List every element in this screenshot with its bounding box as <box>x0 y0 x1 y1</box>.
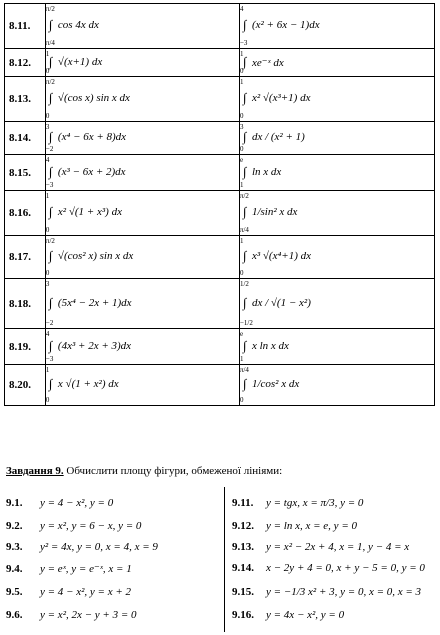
column-divider <box>224 487 225 632</box>
integral-row <box>5 122 435 155</box>
area-problem <box>6 586 131 598</box>
problem-number: 9.14. <box>232 562 254 574</box>
integrand: (x³ − 6x + 2)dx <box>57 165 126 178</box>
integral-cell <box>239 236 434 279</box>
area-problem <box>6 497 113 509</box>
integral-cell <box>45 122 239 155</box>
lower-limit: −3 <box>45 355 54 363</box>
problem-number: 9.1. <box>6 497 23 509</box>
upper-limit: e <box>239 156 244 164</box>
lower-limit: −3 <box>239 39 248 47</box>
lower-limit: 0 <box>239 145 244 153</box>
area-problem <box>232 497 363 509</box>
integral-sign: ∫ <box>242 53 247 69</box>
problem-number: 8.14. <box>5 122 46 155</box>
integral-cell <box>239 4 434 49</box>
problem-number: 8.17. <box>5 236 46 279</box>
integral-row <box>5 329 435 365</box>
problem-equations: x − 2y + 4 = 0, x + y − 5 = 0, y = 0 <box>266 562 425 574</box>
integral-sign: ∫ <box>48 17 53 32</box>
integrand: √(x+1) dx <box>57 55 103 68</box>
lower-limit: 0 <box>45 396 50 404</box>
integrand: dx / √(1 − x²) <box>251 296 311 309</box>
integrand: 1/sin² x dx <box>251 206 298 218</box>
area-problem <box>232 586 421 598</box>
integral-cell <box>45 155 239 191</box>
integrand: x √(1 + x²) dx <box>57 378 119 390</box>
problem-number: 8.18. <box>5 279 46 329</box>
integral-cell <box>45 77 239 122</box>
problem-equations: y = x² − 2x + 4, x = 1, y − 4 = x <box>266 541 410 553</box>
lower-limit: 0 <box>239 269 244 277</box>
lower-limit: 0 <box>239 67 244 75</box>
integrand: (5x⁴ − 2x + 1)dx <box>57 296 132 309</box>
integrand: x² √(x³+1) dx <box>251 92 311 104</box>
problem-number: 8.20. <box>5 365 46 406</box>
integral-sign: ∫ <box>242 204 247 219</box>
integral-row <box>5 49 435 77</box>
integral-cell <box>45 4 239 49</box>
lower-limit: 0 <box>45 112 50 120</box>
problem-equations: y = −1/3 x² + 3, y = 0, x = 0, x = 3 <box>266 586 422 598</box>
integral-sign: ∫ <box>48 204 53 219</box>
problem-number: 8.16. <box>5 191 46 236</box>
integral-sign: ∫ <box>242 337 247 353</box>
upper-limit: 1/2 <box>239 280 249 288</box>
integral-sign: ∫ <box>242 17 247 32</box>
problem-equations: y = ln x, x = e, y = 0 <box>266 520 357 532</box>
problem-number: 9.3. <box>6 541 23 553</box>
area-problem <box>6 541 158 553</box>
upper-limit: 3 <box>45 123 50 131</box>
integral-sign: ∫ <box>242 376 247 391</box>
integral-cell <box>45 279 239 329</box>
integral-sign: ∫ <box>48 129 53 144</box>
upper-limit: π/2 <box>45 5 55 13</box>
integral-row <box>5 191 435 236</box>
integrand: √(cos x) sin x dx <box>57 92 130 104</box>
integrand: √(cos² x) sin x dx <box>57 250 134 262</box>
integral-sign: ∫ <box>242 90 247 105</box>
upper-limit: π/2 <box>45 237 55 245</box>
integral-sign: ∫ <box>242 248 247 263</box>
problem-number: 9.2. <box>6 520 23 532</box>
lower-limit: −3 <box>45 181 54 189</box>
integrand: (4x³ + 2x + 3)dx <box>57 339 132 352</box>
upper-limit: 1 <box>239 78 244 86</box>
lower-limit: π/4 <box>45 39 55 47</box>
problem-number: 9.15. <box>232 586 254 598</box>
problem-number: 8.19. <box>5 329 46 365</box>
lower-limit: −2 <box>45 145 54 153</box>
integral-cell <box>239 329 434 365</box>
problem-equations: y = tgx, x = π/3, y = 0 <box>266 497 364 509</box>
problem-equations: y = 4 − x², y = x + 2 <box>40 586 132 598</box>
integral-row <box>5 236 435 279</box>
upper-limit: 4 <box>239 5 244 13</box>
integral-row <box>5 365 435 406</box>
integral-cell <box>239 279 434 329</box>
problem-number: 9.12. <box>232 520 254 532</box>
problem-equations: y = eˣ, y = e⁻ˣ, x = 1 <box>40 563 132 575</box>
integral-row <box>5 155 435 191</box>
upper-limit: 1 <box>45 192 50 200</box>
integral-row <box>5 279 435 329</box>
integral-row <box>5 77 435 122</box>
integral-sign: ∫ <box>242 129 247 144</box>
integral-sign: ∫ <box>242 163 247 179</box>
problem-equations: y = 4x − x², y = 0 <box>266 609 345 621</box>
problem-number: 8.13. <box>5 77 46 122</box>
area-problem <box>232 609 344 621</box>
integral-sign: ∫ <box>48 248 53 263</box>
lower-limit: 0 <box>45 67 50 75</box>
upper-limit: 4 <box>45 156 50 164</box>
integral-cell <box>239 49 434 77</box>
upper-limit: π/4 <box>239 366 249 374</box>
integral-sign: ∫ <box>48 337 53 353</box>
problem-number: 8.12. <box>5 49 46 77</box>
integrals-table <box>4 3 435 406</box>
lower-limit: 0 <box>45 269 50 277</box>
problem-equations: y = x², 2x − y + 3 = 0 <box>40 609 137 621</box>
integral-cell <box>239 122 434 155</box>
lower-limit: −2 <box>45 319 54 327</box>
integrand: x ln x dx <box>251 339 289 352</box>
problem-number: 8.11. <box>5 4 46 49</box>
lower-limit: 1 <box>239 355 244 363</box>
integrand: x³ √(x⁴+1) dx <box>251 250 312 262</box>
upper-limit: 1 <box>45 366 50 374</box>
integral-cell <box>239 155 434 191</box>
problem-number: 8.15. <box>5 155 46 191</box>
integrand: x² √(1 + x³) dx <box>57 206 122 218</box>
integral-row <box>5 4 435 49</box>
lower-limit: 0 <box>239 112 244 120</box>
area-problem <box>232 562 425 574</box>
integrand: cos 4x dx <box>57 19 99 31</box>
integrand: 1/cos² x dx <box>251 378 300 390</box>
lower-limit: 0 <box>239 396 244 404</box>
upper-limit: π/2 <box>45 78 55 86</box>
integral-sign: ∫ <box>48 376 53 391</box>
integrand: dx / (x² + 1) <box>251 131 305 143</box>
integral-sign: ∫ <box>48 53 53 69</box>
lower-limit: 0 <box>45 226 50 234</box>
integral-sign: ∫ <box>48 163 53 179</box>
upper-limit: e <box>239 330 244 338</box>
problem-equations: y² = 4x, y = 0, x = 4, x = 9 <box>40 541 158 553</box>
problem-equations: y = x², y = 6 − x, y = 0 <box>40 520 142 532</box>
integrand: xe⁻ˣ dx <box>251 56 284 69</box>
integrand: ln x dx <box>251 165 282 178</box>
task-title <box>6 465 282 477</box>
upper-limit: 1 <box>45 50 50 58</box>
problem-number: 9.6. <box>6 609 23 621</box>
upper-limit: 1 <box>239 50 244 58</box>
integral-cell <box>45 329 239 365</box>
upper-limit: π/2 <box>239 192 249 200</box>
area-problem <box>6 562 132 575</box>
area-problem <box>6 520 141 532</box>
problem-number: 9.16. <box>232 609 254 621</box>
problem-number: 9.5. <box>6 586 23 598</box>
area-problem <box>232 520 357 532</box>
integral-cell <box>239 77 434 122</box>
lower-limit: −1/2 <box>239 319 253 327</box>
upper-limit: 3 <box>239 123 244 131</box>
problem-number: 9.11. <box>232 497 254 509</box>
task-label: Завдання 9. <box>6 465 64 477</box>
integral-cell <box>45 236 239 279</box>
integral-cell <box>239 365 434 406</box>
problem-equations: y = 4 − x², y = 0 <box>40 497 114 509</box>
integral-sign: ∫ <box>48 90 53 105</box>
integrand: (x² + 6x − 1)dx <box>251 19 320 31</box>
upper-limit: 1 <box>239 237 244 245</box>
task-text: Обчислити площу фігури, обмеженої лініями: <box>63 465 283 477</box>
integral-sign: ∫ <box>242 294 247 310</box>
upper-limit: 4 <box>45 330 50 338</box>
integral-cell <box>239 191 434 236</box>
lower-limit: 1 <box>239 181 244 189</box>
upper-limit: 3 <box>45 280 50 288</box>
integral-cell <box>45 365 239 406</box>
integral-sign: ∫ <box>48 294 53 310</box>
integral-cell <box>45 191 239 236</box>
integral-cell <box>45 49 239 77</box>
problem-number: 9.13. <box>232 541 254 553</box>
lower-limit: π/4 <box>239 226 249 234</box>
integrand: (x⁴ − 6x + 8)dx <box>57 131 127 143</box>
problem-number: 9.4. <box>6 563 23 575</box>
area-problem <box>232 541 409 553</box>
area-problem <box>6 609 137 621</box>
